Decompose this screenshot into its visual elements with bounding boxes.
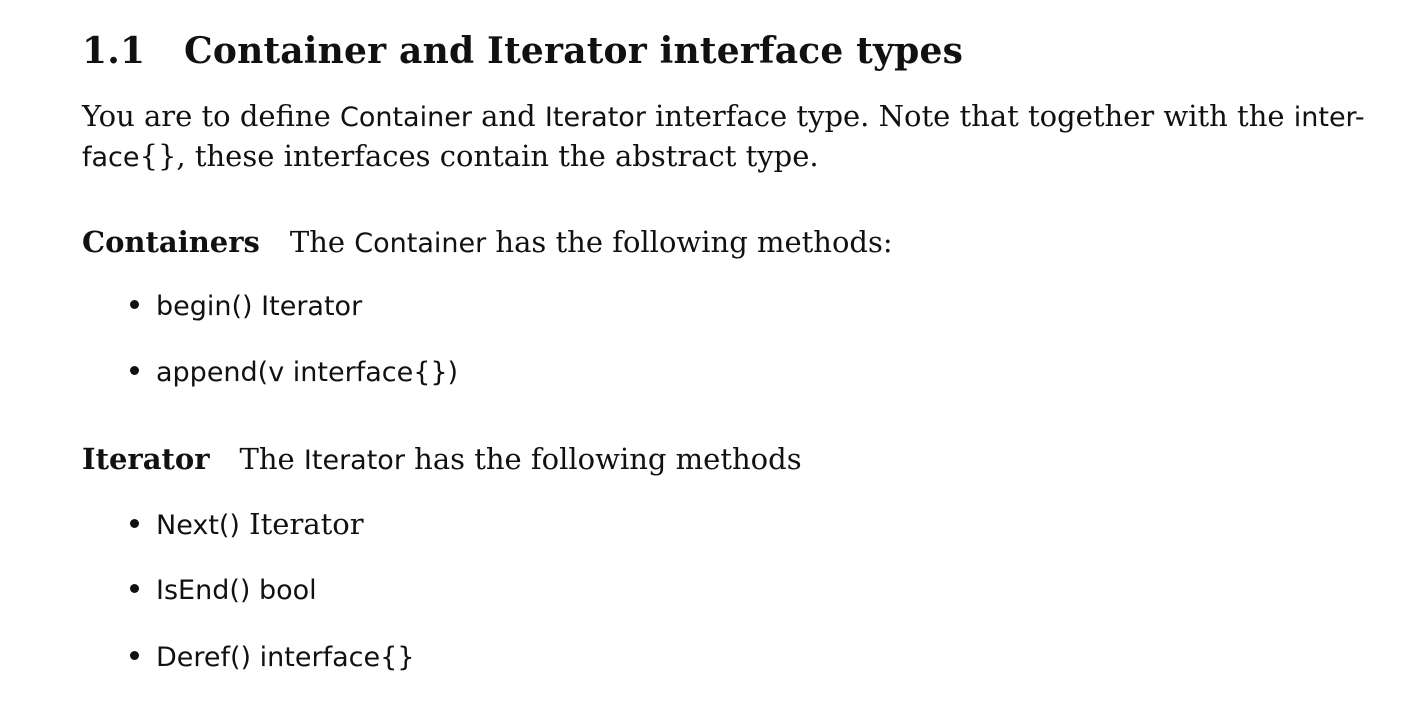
intro-text: You are to define xyxy=(82,99,340,133)
list-item xyxy=(130,571,317,611)
method-signature: IsEnd() bool xyxy=(156,575,317,606)
method-signature: Deref() interface{} xyxy=(156,642,415,673)
bullet-icon xyxy=(130,651,139,660)
intro-text: interface type. Note that together with the xyxy=(645,99,1294,133)
intro-line-2 xyxy=(82,136,819,178)
intro-text: and xyxy=(471,99,545,133)
code-term: Container xyxy=(339,102,472,133)
code-term: face xyxy=(82,142,140,173)
bullet-icon xyxy=(130,519,139,528)
paragraph-text: The xyxy=(239,442,304,476)
list-item xyxy=(130,638,414,678)
method-signature: begin() Iterator xyxy=(156,291,363,322)
iterator-paragraph xyxy=(82,439,802,481)
list-item xyxy=(130,353,458,393)
bullet-icon xyxy=(130,366,139,375)
method-signature: Next() xyxy=(156,510,240,541)
paragraph-text: has the following methods: xyxy=(486,225,893,259)
intro-line-1 xyxy=(82,96,1365,138)
method-return-type: Iterator xyxy=(239,507,364,541)
paragraph-text: has the following methods xyxy=(404,442,802,476)
bullet-icon xyxy=(130,300,139,309)
iterator-heading: Iterator xyxy=(82,442,210,476)
list-item xyxy=(130,287,362,327)
section-number: 1.1 xyxy=(82,30,146,72)
method-signature: append(v interface{}) xyxy=(156,357,459,388)
code-term: Container xyxy=(354,228,487,259)
section-title: Container and Iterator interface types xyxy=(184,30,964,72)
bullet-icon xyxy=(130,584,139,593)
list-item xyxy=(130,504,364,546)
code-term: Iterator xyxy=(544,102,646,133)
containers-heading: Containers xyxy=(82,225,260,259)
containers-paragraph xyxy=(82,222,893,264)
intro-text: {}, these interfaces contain the abstract type. xyxy=(139,139,819,173)
section-heading xyxy=(82,30,963,72)
code-term: Iterator xyxy=(303,445,405,476)
code-term: inter- xyxy=(1293,102,1365,133)
paragraph-text: The xyxy=(289,225,355,259)
